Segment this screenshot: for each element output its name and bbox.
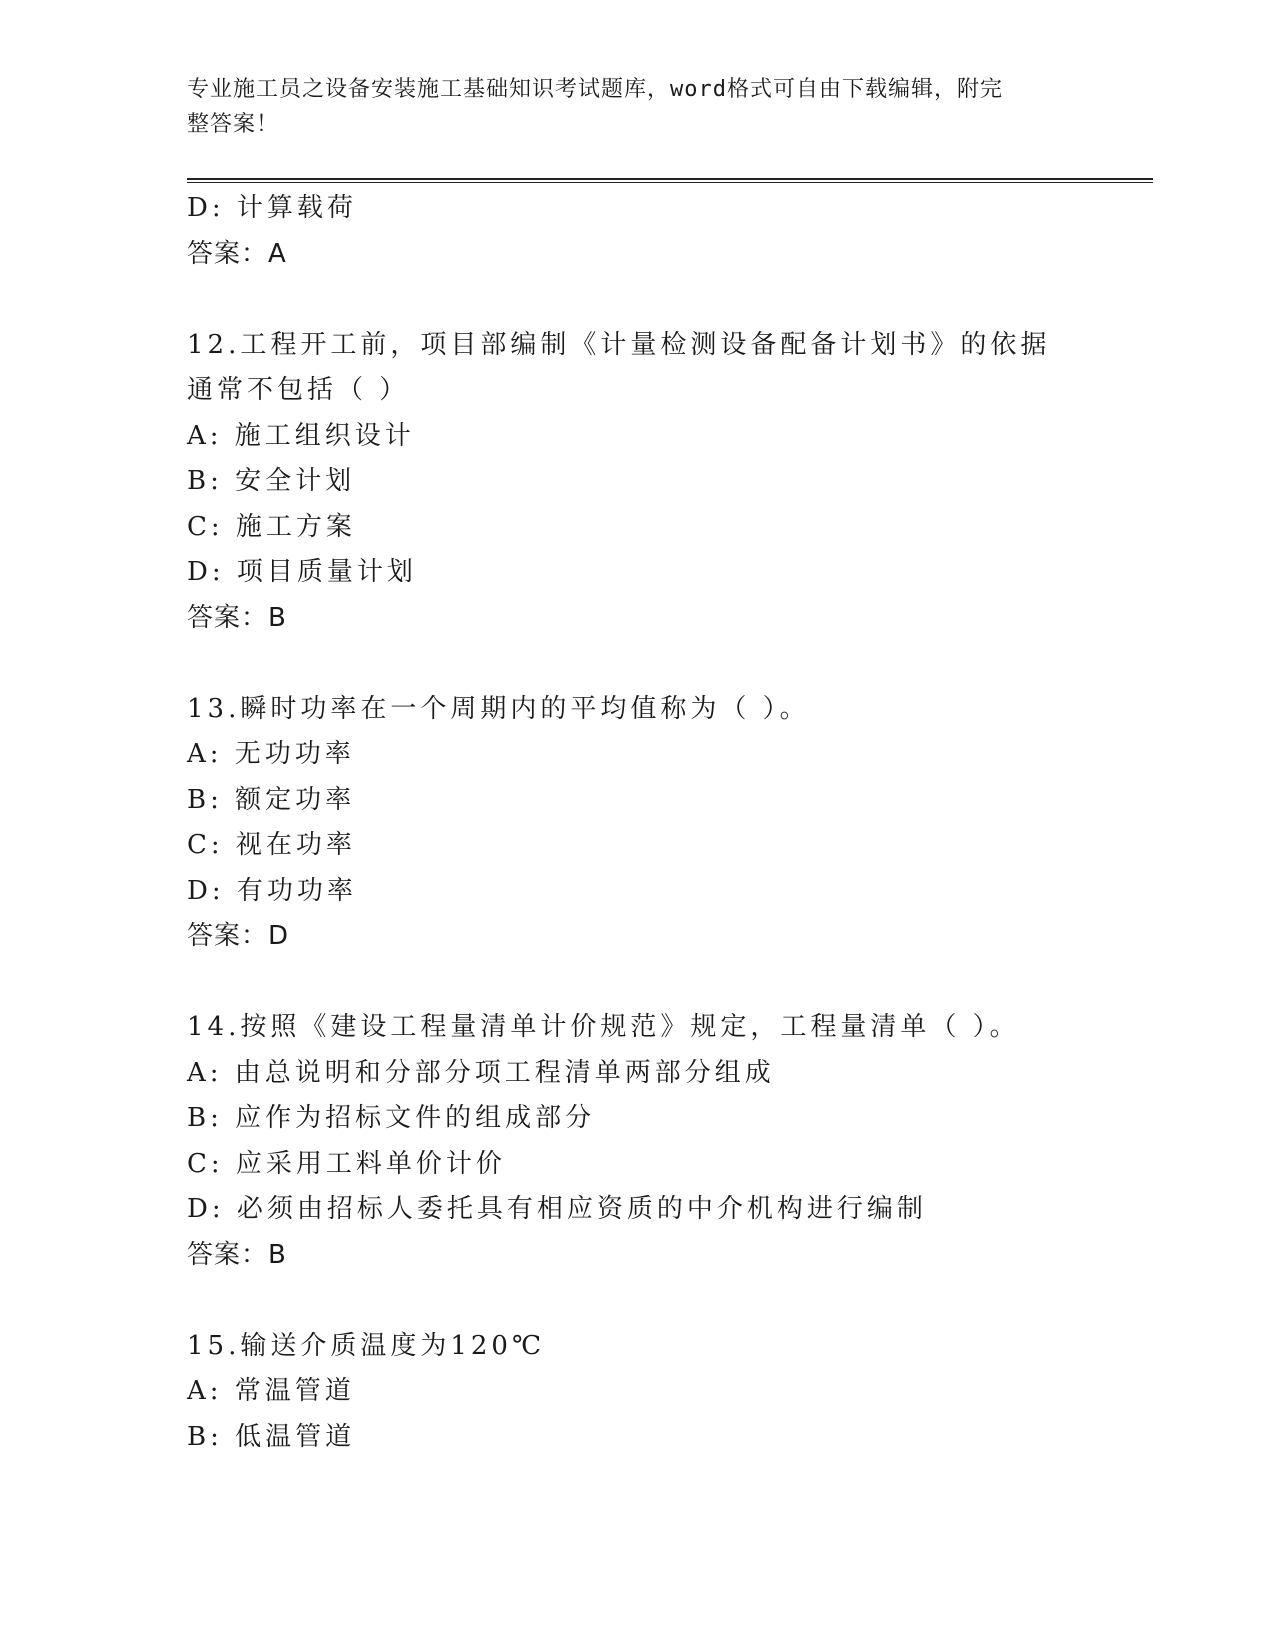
option-d: D: 计算载荷 xyxy=(187,193,357,223)
option-b: B: 安全计划 xyxy=(187,466,356,496)
answer-line: 答案：A xyxy=(187,238,287,269)
option-a: A: 施工组织设计 xyxy=(187,420,415,451)
question-text: 12.工程开工前，项目部编制《计量检测设备配备计划书》的依据通常不包括（ ） xyxy=(187,329,1051,405)
option-d: D: 必须由招标人委托具有相应资质的中介机构进行编制 xyxy=(187,1194,927,1224)
question-text: 13.瞬时功率在一个周期内的平均值称为（ ）。 xyxy=(187,693,810,724)
header-line-2: 整答案！ xyxy=(187,112,280,137)
option-d: D: 有功功率 xyxy=(187,875,357,906)
option-d: D: 项目质量计划 xyxy=(187,557,417,587)
question-list xyxy=(187,186,1137,1460)
option-c: C: 施工方案 xyxy=(187,511,356,542)
option-a: A: 由总说明和分部分项工程清单两部分组成 xyxy=(187,1057,775,1088)
option-a: A: 无功功率 xyxy=(187,739,355,769)
option-c: C: 视在功率 xyxy=(187,830,356,860)
document-header xyxy=(187,72,1067,142)
question-13 xyxy=(187,687,1137,960)
question-text: 15.输送介质温度为120℃ xyxy=(187,1330,546,1361)
option-b: B: 应作为招标文件的组成部分 xyxy=(187,1103,596,1133)
answer-line: 答案：D xyxy=(187,921,290,951)
question-15 xyxy=(187,1324,1137,1461)
option-b: B: 额定功率 xyxy=(187,784,356,815)
question-text: 14.按照《建设工程量清单计价规范》规定，工程量清单（ ）。 xyxy=(187,1012,1020,1042)
header-divider-thin xyxy=(187,182,1153,183)
option-b: B: 低温管道 xyxy=(187,1421,356,1452)
question-12 xyxy=(187,323,1137,642)
option-a: A: 常温管道 xyxy=(187,1376,355,1406)
answer-line: 答案：B xyxy=(187,1239,287,1270)
option-c: C: 应采用工料单价计价 xyxy=(187,1148,506,1179)
header-divider-thick xyxy=(187,178,1153,180)
question-14 xyxy=(187,1005,1137,1278)
answer-line: 答案：B xyxy=(187,602,287,633)
header-line-1: 专业施工员之设备安装施工基础知识考试题库，word格式可自由下载编辑，附完 xyxy=(187,77,1003,102)
